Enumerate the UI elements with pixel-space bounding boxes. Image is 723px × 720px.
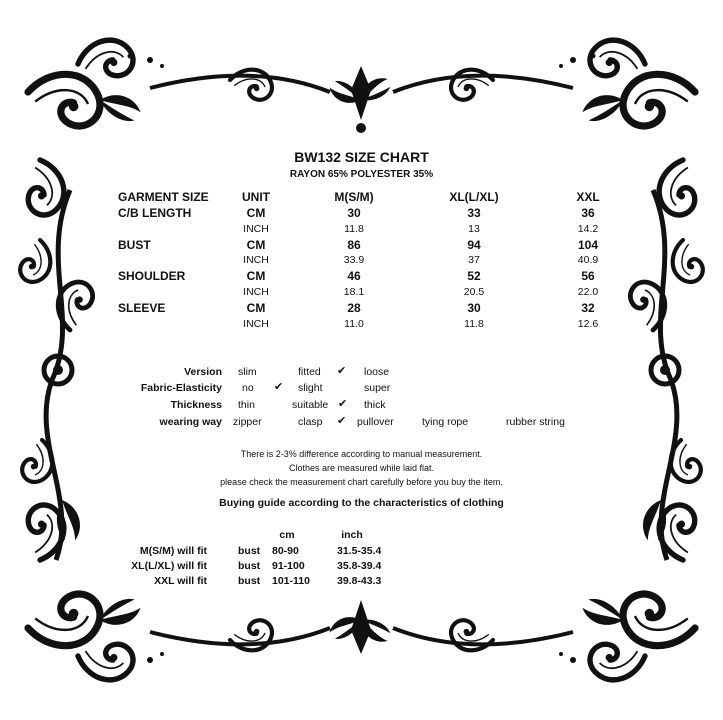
- table-cell: 33.9: [343, 254, 365, 266]
- attr-option: clasp: [298, 416, 323, 428]
- attr-option: zipper: [233, 416, 262, 428]
- attr-option: slim: [238, 366, 257, 378]
- check-mark-icon: ✔: [274, 381, 284, 393]
- attr-option: pullover: [357, 416, 394, 428]
- frame-top-border-icon: [150, 66, 573, 133]
- check-mark-icon: ✔: [337, 365, 347, 377]
- table-cell: INCH: [243, 254, 269, 266]
- table-cell: 13: [468, 223, 480, 235]
- check-mark-icon: ✔: [338, 398, 348, 410]
- row-label-bust: BUST: [118, 238, 151, 252]
- table-cell: 86: [347, 238, 361, 252]
- table-cell: 56: [581, 269, 595, 283]
- guide-row-label: XXL will fit: [154, 575, 207, 587]
- header-size-xxl: XXL: [576, 190, 600, 204]
- attr-label-wearing-way: wearing way: [159, 416, 222, 428]
- guide-cell: 39.8-43.3: [337, 575, 382, 587]
- attr-option: super: [364, 382, 391, 394]
- table-cell: CM: [246, 238, 266, 252]
- note-check-chart: please check the measurement chart carefully before you buy the item.: [220, 477, 503, 487]
- note-measurement-difference: There is 2-3% difference according to manual measurement.: [240, 449, 483, 459]
- table-cell: 11.0: [344, 318, 364, 330]
- check-mark-icon: ✔: [337, 415, 347, 427]
- page-title: BW132 SIZE CHART: [294, 149, 429, 165]
- table-cell: CM: [246, 269, 266, 283]
- guide-header-inch: inch: [341, 529, 363, 541]
- attr-option: no: [242, 382, 254, 394]
- attr-option: loose: [364, 366, 390, 378]
- table-cell: 30: [467, 301, 481, 315]
- attr-label-thickness: Thickness: [170, 399, 222, 411]
- frame-corner-bottom-left-icon: [16, 501, 164, 687]
- attr-label-fabric-elasticity: Fabric-Elasticity: [140, 382, 222, 394]
- table-cell: 104: [577, 238, 599, 252]
- guide-cell: 91-100: [272, 560, 305, 572]
- attr-option: slight: [298, 382, 323, 394]
- frame-corner-bottom-right-icon: [559, 501, 707, 687]
- table-cell: INCH: [243, 318, 269, 330]
- material-subtitle: RAYON 65% POLYESTER 35%: [289, 169, 434, 180]
- table-cell: 18.1: [343, 286, 365, 298]
- table-cell: 28: [347, 301, 361, 315]
- table-cell: 33: [467, 206, 481, 220]
- table-cell: INCH: [243, 286, 269, 298]
- header-unit: UNIT: [242, 190, 270, 204]
- table-cell: 11.8: [344, 223, 364, 235]
- guide-cell: 80-90: [272, 545, 299, 557]
- table-cell: 46: [347, 269, 361, 283]
- table-cell: 20.5: [463, 286, 485, 298]
- row-label-shoulder: SHOULDER: [118, 269, 186, 283]
- row-label-sleeve: SLEEVE: [118, 301, 166, 315]
- table-cell: CM: [246, 301, 266, 315]
- attr-option: rubber string: [506, 416, 565, 428]
- table-cell: INCH: [243, 223, 269, 235]
- table-cell: 12.6: [577, 318, 599, 330]
- row-label-cb-length: C/B LENGTH: [118, 206, 192, 220]
- note-laid-flat: Clothes are measured while laid flat.: [288, 463, 435, 473]
- guide-row-label: XL(L/XL) will fit: [131, 560, 207, 572]
- attr-option: tying rope: [422, 416, 469, 428]
- header-size-xl: XL(L/XL): [449, 190, 499, 204]
- guide-cell: 101-110: [272, 575, 310, 587]
- table-cell: 37: [468, 254, 480, 266]
- table-cell: 22.0: [577, 286, 599, 298]
- guide-cell: 31.5-35.4: [337, 545, 382, 557]
- frame-bottom-border-icon: [150, 600, 573, 654]
- table-cell: 32: [581, 301, 595, 315]
- attr-option: fitted: [298, 366, 321, 378]
- buying-guide-title: Buying guide according to the characteristics of clothing: [219, 497, 504, 509]
- table-cell: CM: [246, 206, 266, 220]
- attr-option: suitable: [292, 399, 329, 411]
- table-cell: 52: [467, 269, 481, 283]
- attr-label-version: Version: [184, 366, 222, 378]
- attr-option: thin: [238, 399, 255, 411]
- table-cell: 14.2: [577, 223, 599, 235]
- table-cell: 36: [581, 206, 595, 220]
- table-cell: 40.9: [577, 254, 599, 266]
- guide-cell: bust: [238, 575, 261, 587]
- table-cell: 11.8: [464, 318, 484, 330]
- header-size-m: M(S/M): [334, 190, 374, 204]
- table-cell: 30: [347, 206, 361, 220]
- attr-option: thick: [364, 399, 386, 411]
- table-cell: 94: [467, 238, 481, 252]
- header-garment-size: GARMENT SIZE: [118, 190, 209, 204]
- guide-cell: bust: [238, 545, 261, 557]
- guide-cell: 35.8-39.4: [337, 560, 382, 572]
- guide-cell: bust: [238, 560, 261, 572]
- guide-header-cm: cm: [279, 529, 295, 541]
- guide-row-label: M(S/M) will fit: [139, 545, 207, 557]
